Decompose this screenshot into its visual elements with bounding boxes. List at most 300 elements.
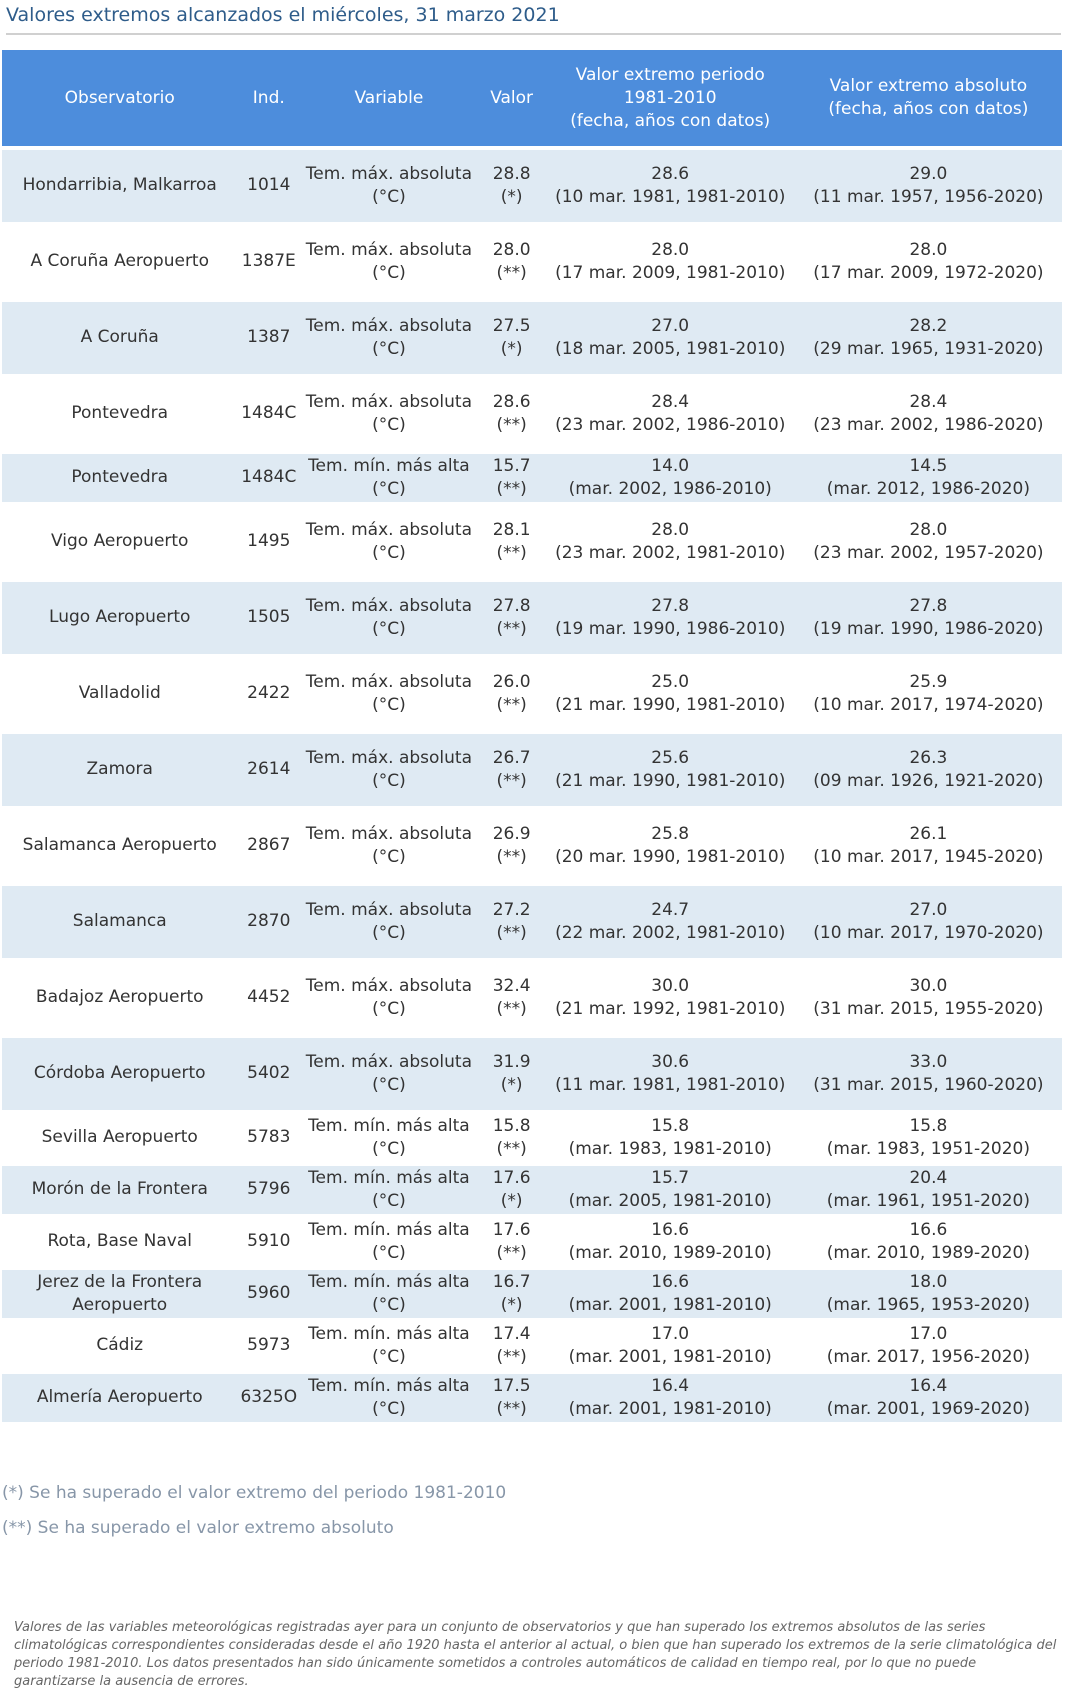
periodo-value: 28.4 [651,391,690,412]
cell-variable [300,1322,478,1370]
periodo-info: (22 mar. 2002, 1981-2010) [555,923,786,943]
table-row [2,658,1062,730]
cell-valor [478,1114,546,1162]
cell-periodo [546,454,795,502]
cell-variable [300,1038,478,1110]
observatorio-text: Pontevedra [71,403,169,424]
cell-valor [478,1166,546,1214]
cell-ind [237,150,300,222]
cell-observatorio [2,1322,237,1370]
cell-absoluto [795,1038,1062,1110]
variable-text: Tem. máx. absoluta (°C) [305,823,472,867]
cell-ind [237,734,300,806]
ind-text: 1505 [247,607,291,628]
valor-text: 28.6 (**) [492,391,531,435]
absoluto-value: 25.9 [909,671,948,692]
ind-text: 2867 [247,835,291,856]
cell-ind [237,226,300,298]
cell-variable [300,226,478,298]
cell-absoluto [795,378,1062,450]
variable-text: Tem. mín. más alta (°C) [308,1271,470,1315]
observatorio-text: Hondarribia, Malkarroa [22,175,217,196]
cell-variable [300,378,478,450]
cell-ind [237,302,300,374]
valor-text: 15.8 (**) [492,1115,531,1159]
table-row [2,734,1062,806]
cell-absoluto [795,1114,1062,1162]
cell-ind [237,1114,300,1162]
variable-text: Tem. mín. más alta (°C) [308,1115,470,1159]
header-absoluto-sub: (fecha, años con datos) [828,99,1029,119]
cell-observatorio [2,1270,237,1318]
absoluto-info: (31 mar. 2015, 1955-2020) [813,999,1044,1019]
observatorio-text: Jerez de la Frontera Aeropuerto [37,1271,203,1315]
observatorio-text: Córdoba Aeropuerto [33,1063,206,1084]
cell-variable [300,886,478,958]
valor-text: 17.5 (**) [492,1375,531,1419]
ind-text: 6325O [240,1387,298,1408]
variable-text: Tem. mín. más alta (°C) [308,455,470,499]
valor-text: 27.2 (**) [492,899,531,943]
ind-text: 5910 [247,1231,291,1252]
cell-absoluto [795,582,1062,654]
absoluto-value: 33.0 [909,1051,948,1072]
valor-text: 32.4 (**) [492,975,531,1019]
absoluto-value: 30.0 [909,975,948,996]
cell-periodo [546,658,795,730]
cell-observatorio [2,734,237,806]
table-row [2,150,1062,222]
header-ind: Ind. [237,50,300,146]
absoluto-info: (09 mar. 1926, 1921-2020) [813,771,1044,791]
cell-observatorio [2,1114,237,1162]
absoluto-value: 28.4 [909,391,948,412]
ind-text: 2870 [247,911,291,932]
cell-ind [237,1038,300,1110]
cell-valor [478,150,546,222]
table-row [2,1270,1062,1318]
periodo-value: 27.8 [651,595,690,616]
cell-valor [478,506,546,578]
periodo-info: (mar. 2005, 1981-2010) [568,1191,772,1211]
cell-variable [300,506,478,578]
cell-periodo [546,1166,795,1214]
periodo-value: 25.6 [651,747,690,768]
absoluto-value: 20.4 [909,1167,948,1188]
ind-text: 2614 [247,759,291,780]
cell-valor [478,1218,546,1266]
valor-text: 17.6 (**) [492,1219,531,1263]
variable-text: Tem. máx. absoluta (°C) [305,595,472,639]
periodo-info: (23 mar. 2002, 1981-2010) [555,543,786,563]
cell-observatorio [2,1166,237,1214]
cell-ind [237,1374,300,1422]
cell-observatorio [2,1038,237,1110]
cell-observatorio [2,810,237,882]
cell-ind [237,1322,300,1370]
ind-text: 5783 [247,1127,291,1148]
cell-periodo [546,1114,795,1162]
absoluto-info: (23 mar. 2002, 1986-2020) [813,415,1044,435]
observatorio-text: Vigo Aeropuerto [51,531,189,552]
cell-variable [300,1218,478,1266]
cell-periodo [546,226,795,298]
periodo-info: (21 mar. 1992, 1981-2010) [555,999,786,1019]
cell-valor [478,1270,546,1318]
variable-text: Tem. máx. absoluta (°C) [305,519,472,563]
valor-text: 28.1 (**) [492,519,531,563]
absoluto-value: 16.4 [909,1375,948,1396]
absoluto-info: (31 mar. 2015, 1960-2020) [813,1075,1044,1095]
ind-text: 5796 [247,1179,291,1200]
cell-variable [300,1374,478,1422]
cell-absoluto [795,506,1062,578]
periodo-info: (11 mar. 1981, 1981-2010) [555,1075,786,1095]
cell-valor [478,886,546,958]
variable-text: Tem. máx. absoluta (°C) [305,391,472,435]
absoluto-value: 16.6 [909,1219,948,1240]
cell-periodo [546,378,795,450]
periodo-info: (10 mar. 1981, 1981-2010) [555,187,786,207]
periodo-value: 15.7 [651,1167,690,1188]
cell-variable [300,962,478,1034]
observatorio-text: Pontevedra [71,467,169,488]
valor-text: 27.5 (*) [492,315,531,359]
periodo-info: (mar. 1983, 1981-2010) [568,1139,772,1159]
absoluto-value: 29.0 [909,163,948,184]
cell-variable [300,150,478,222]
ind-text: 1014 [247,175,291,196]
variable-text: Tem. mín. más alta (°C) [308,1167,470,1211]
periodo-value: 24.7 [651,899,690,920]
cell-valor [478,378,546,450]
observatorio-text: Salamanca [72,911,167,932]
variable-text: Tem. mín. más alta (°C) [308,1323,470,1367]
cell-observatorio [2,226,237,298]
table-row [2,1218,1062,1266]
cell-observatorio [2,1374,237,1422]
absoluto-info: (mar. 1965, 1953-2020) [826,1295,1031,1315]
header-periodo-title: Valor extremo periodo 1981-2010 [575,64,765,108]
cell-absoluto [795,962,1062,1034]
cell-ind [237,378,300,450]
cell-observatorio [2,962,237,1034]
table-row [2,962,1062,1034]
cell-absoluto [795,734,1062,806]
note-periodo: (*) Se ha superado el valor extremo del periodo 1981-2010 [2,1483,507,1503]
absoluto-value: 26.3 [909,747,948,768]
variable-text: Tem. máx. absoluta (°C) [305,975,472,1019]
cell-ind [237,1270,300,1318]
cell-observatorio [2,150,237,222]
variable-text: Tem. máx. absoluta (°C) [305,899,472,943]
disclaimer: Valores de las variables meteorológicas registradas ayer para un conjunto de observatorios y que han superado los extremos absolutos de las series climatológicas correspondientes consideradas desde el año 1920 hasta el anterior al actual, o bien que han superado los extremos de la serie climatológica del periodo 1981-2010. Los datos presentados han sido únicamente sometidos a controles automáticos de calidad en tiempo real, por lo que no puede garantizarse la ausencia de errores. [14,1620,1057,1689]
valor-text: 17.6 (*) [492,1167,531,1211]
valor-text: 27.8 (**) [492,595,531,639]
ind-text: 5960 [247,1283,291,1304]
periodo-value: 28.0 [651,519,690,540]
periodo-value: 16.4 [651,1375,690,1396]
cell-valor [478,962,546,1034]
table-header-row [2,50,1062,146]
periodo-value: 30.0 [651,975,690,996]
cell-periodo [546,302,795,374]
cell-absoluto [795,1374,1062,1422]
observatorio-text: Lugo Aeropuerto [49,607,191,628]
cell-periodo [546,150,795,222]
table-row [2,1038,1062,1110]
header-periodo-sub: (fecha, años con datos) [570,110,771,131]
absoluto-value: 28.0 [909,239,948,260]
cell-observatorio [2,1218,237,1266]
periodo-value: 27.0 [651,315,690,336]
cell-absoluto [795,1166,1062,1214]
table-row [2,506,1062,578]
table-row [2,302,1062,374]
absoluto-value: 27.8 [909,595,948,616]
cell-ind [237,454,300,502]
cell-periodo [546,810,795,882]
cell-valor [478,1322,546,1370]
cell-ind [237,1166,300,1214]
periodo-info: (21 mar. 1990, 1981-2010) [555,695,786,715]
periodo-value: 25.8 [651,823,690,844]
periodo-value: 28.0 [651,239,690,260]
absoluto-info: (19 mar. 1990, 1986-2020) [813,619,1044,639]
periodo-info: (21 mar. 1990, 1981-2010) [555,771,786,791]
cell-variable [300,582,478,654]
absoluto-info: (10 mar. 2017, 1970-2020) [813,923,1044,943]
header-absoluto [795,50,1062,146]
observatorio-text: Cádiz [96,1335,144,1356]
absoluto-info: (29 mar. 1965, 1931-2020) [813,339,1044,359]
absoluto-info: (10 mar. 2017, 1974-2020) [813,695,1044,715]
observatorio-text: Rota, Base Naval [47,1231,192,1252]
cell-variable [300,1114,478,1162]
periodo-info: (19 mar. 1990, 1986-2010) [555,619,786,639]
valor-text: 17.4 (**) [492,1323,531,1367]
cell-observatorio [2,506,237,578]
cell-periodo [546,506,795,578]
periodo-info: (17 mar. 2009, 1981-2010) [555,263,786,283]
periodo-value: 16.6 [651,1271,690,1292]
cell-valor [478,734,546,806]
valor-text: 28.8 (*) [492,163,531,207]
periodo-value: 14.0 [651,455,690,476]
cell-absoluto [795,150,1062,222]
cell-periodo [546,1218,795,1266]
cell-periodo [546,1038,795,1110]
ind-text: 4452 [247,987,291,1008]
absoluto-value: 26.1 [909,823,948,844]
cell-periodo [546,1374,795,1422]
periodo-info: (23 mar. 2002, 1986-2010) [555,415,786,435]
cell-observatorio [2,886,237,958]
variable-text: Tem. máx. absoluta (°C) [305,315,472,359]
table-row [2,1374,1062,1422]
ind-text: 1495 [247,531,291,552]
observatorio-text: Sevilla Aeropuerto [41,1127,198,1148]
header-valor: Valor [478,50,546,146]
absoluto-info: (23 mar. 2002, 1957-2020) [813,543,1044,563]
table-row [2,1322,1062,1370]
page-title: Valores extremos alcanzados el miércoles, 31 marzo 2021 [6,0,1061,35]
cell-valor [478,454,546,502]
valor-text: 28.0 (**) [492,239,531,283]
observatorio-text: Almería Aeropuerto [36,1387,203,1408]
observatorio-text: Morón de la Frontera [31,1179,208,1200]
cell-observatorio [2,658,237,730]
cell-valor [478,302,546,374]
periodo-info: (mar. 2002, 1986-2010) [568,479,772,499]
variable-text: Tem. máx. absoluta (°C) [305,747,472,791]
cell-ind [237,810,300,882]
absoluto-value: 14.5 [909,455,948,476]
cell-variable [300,734,478,806]
cell-absoluto [795,1218,1062,1266]
periodo-value: 15.8 [651,1115,690,1136]
absoluto-info: (mar. 2010, 1989-2020) [826,1243,1031,1263]
cell-valor [478,1038,546,1110]
table-row [2,1114,1062,1162]
cell-absoluto [795,1322,1062,1370]
periodo-info: (mar. 2001, 1981-2010) [568,1399,772,1419]
cell-periodo [546,962,795,1034]
observatorio-text: A Coruña [80,327,159,348]
absoluto-value: 27.0 [909,899,948,920]
periodo-value: 16.6 [651,1219,690,1240]
variable-text: Tem. máx. absoluta (°C) [305,1051,472,1095]
ind-text: 1387 [247,327,291,348]
absoluto-info: (11 mar. 1957, 1956-2020) [813,187,1044,207]
table-row [2,378,1062,450]
header-variable: Variable [300,50,478,146]
cell-variable [300,302,478,374]
cell-absoluto [795,454,1062,502]
cell-periodo [546,1322,795,1370]
cell-periodo [546,582,795,654]
ind-text: 1484C [241,467,297,488]
absoluto-info: (10 mar. 2017, 1945-2020) [813,847,1044,867]
cell-variable [300,810,478,882]
absoluto-info: (mar. 1961, 1951-2020) [826,1191,1031,1211]
absoluto-value: 18.0 [909,1271,948,1292]
cell-absoluto [795,886,1062,958]
cell-absoluto [795,810,1062,882]
periodo-info: (mar. 2010, 1989-2010) [568,1243,772,1263]
periodo-value: 28.6 [651,163,690,184]
variable-text: Tem. máx. absoluta (°C) [305,163,472,207]
cell-absoluto [795,658,1062,730]
cell-valor [478,1374,546,1422]
table-row [2,454,1062,502]
cell-ind [237,582,300,654]
cell-variable [300,658,478,730]
cell-variable [300,1166,478,1214]
ind-text: 5402 [247,1063,291,1084]
cell-absoluto [795,1270,1062,1318]
cell-valor [478,810,546,882]
notes [2,1476,506,1546]
valor-text: 15.7 (**) [492,455,531,499]
ind-text: 1387E [241,251,296,272]
valor-text: 26.7 (**) [492,747,531,791]
table-row [2,226,1062,298]
ind-text: 2422 [247,683,291,704]
periodo-info: (18 mar. 2005, 1981-2010) [555,339,786,359]
table-row [2,1166,1062,1214]
ind-text: 5973 [247,1335,291,1356]
observatorio-text: Salamanca Aeropuerto [22,835,217,856]
valor-text: 16.7 (*) [492,1271,531,1315]
absoluto-value: 17.0 [909,1323,948,1344]
valor-text: 31.9 (*) [492,1051,531,1095]
periodo-info: (mar. 2001, 1981-2010) [568,1347,772,1367]
variable-text: Tem. mín. más alta (°C) [308,1375,470,1419]
valor-text: 26.0 (**) [492,671,531,715]
cell-ind [237,658,300,730]
cell-valor [478,658,546,730]
extremes-table [2,46,1062,1426]
valor-text: 26.9 (**) [492,823,531,867]
variable-text: Tem. máx. absoluta (°C) [305,239,472,283]
header-periodo [546,50,795,146]
periodo-info: (20 mar. 1990, 1981-2010) [555,847,786,867]
absoluto-info: (mar. 2012, 1986-2020) [826,479,1031,499]
table-row [2,886,1062,958]
absoluto-info: (17 mar. 2009, 1972-2020) [813,263,1044,283]
header-observatorio: Observatorio [2,50,237,146]
periodo-value: 17.0 [651,1323,690,1344]
periodo-info: (mar. 2001, 1981-2010) [568,1295,772,1315]
absoluto-info: (mar. 2017, 1956-2020) [826,1347,1031,1367]
observatorio-text: A Coruña Aeropuerto [30,251,210,272]
cell-variable [300,1270,478,1318]
table-row [2,810,1062,882]
absoluto-value: 28.0 [909,519,948,540]
variable-text: Tem. mín. más alta (°C) [308,1219,470,1263]
variable-text: Tem. máx. absoluta (°C) [305,671,472,715]
cell-variable [300,454,478,502]
cell-absoluto [795,302,1062,374]
periodo-value: 25.0 [651,671,690,692]
cell-ind [237,1218,300,1266]
absoluto-value: 28.2 [909,315,948,336]
observatorio-text: Zamora [86,759,153,780]
table-row [2,582,1062,654]
observatorio-text: Valladolid [78,683,161,704]
cell-observatorio [2,378,237,450]
cell-periodo [546,1270,795,1318]
cell-absoluto [795,226,1062,298]
observatorio-text: Badajoz Aeropuerto [35,987,204,1008]
cell-observatorio [2,302,237,374]
cell-ind [237,506,300,578]
periodo-value: 30.6 [651,1051,690,1072]
absoluto-info: (mar. 2001, 1969-2020) [826,1399,1031,1419]
ind-text: 1484C [241,403,297,424]
cell-periodo [546,886,795,958]
header-absoluto-title: Valor extremo absoluto [829,76,1028,96]
cell-valor [478,582,546,654]
absoluto-value: 15.8 [909,1115,948,1136]
cell-periodo [546,734,795,806]
absoluto-info: (mar. 1983, 1951-2020) [826,1139,1031,1159]
cell-observatorio [2,454,237,502]
cell-ind [237,962,300,1034]
cell-ind [237,886,300,958]
note-absoluto: (**) Se ha superado el valor extremo absoluto [2,1518,394,1538]
